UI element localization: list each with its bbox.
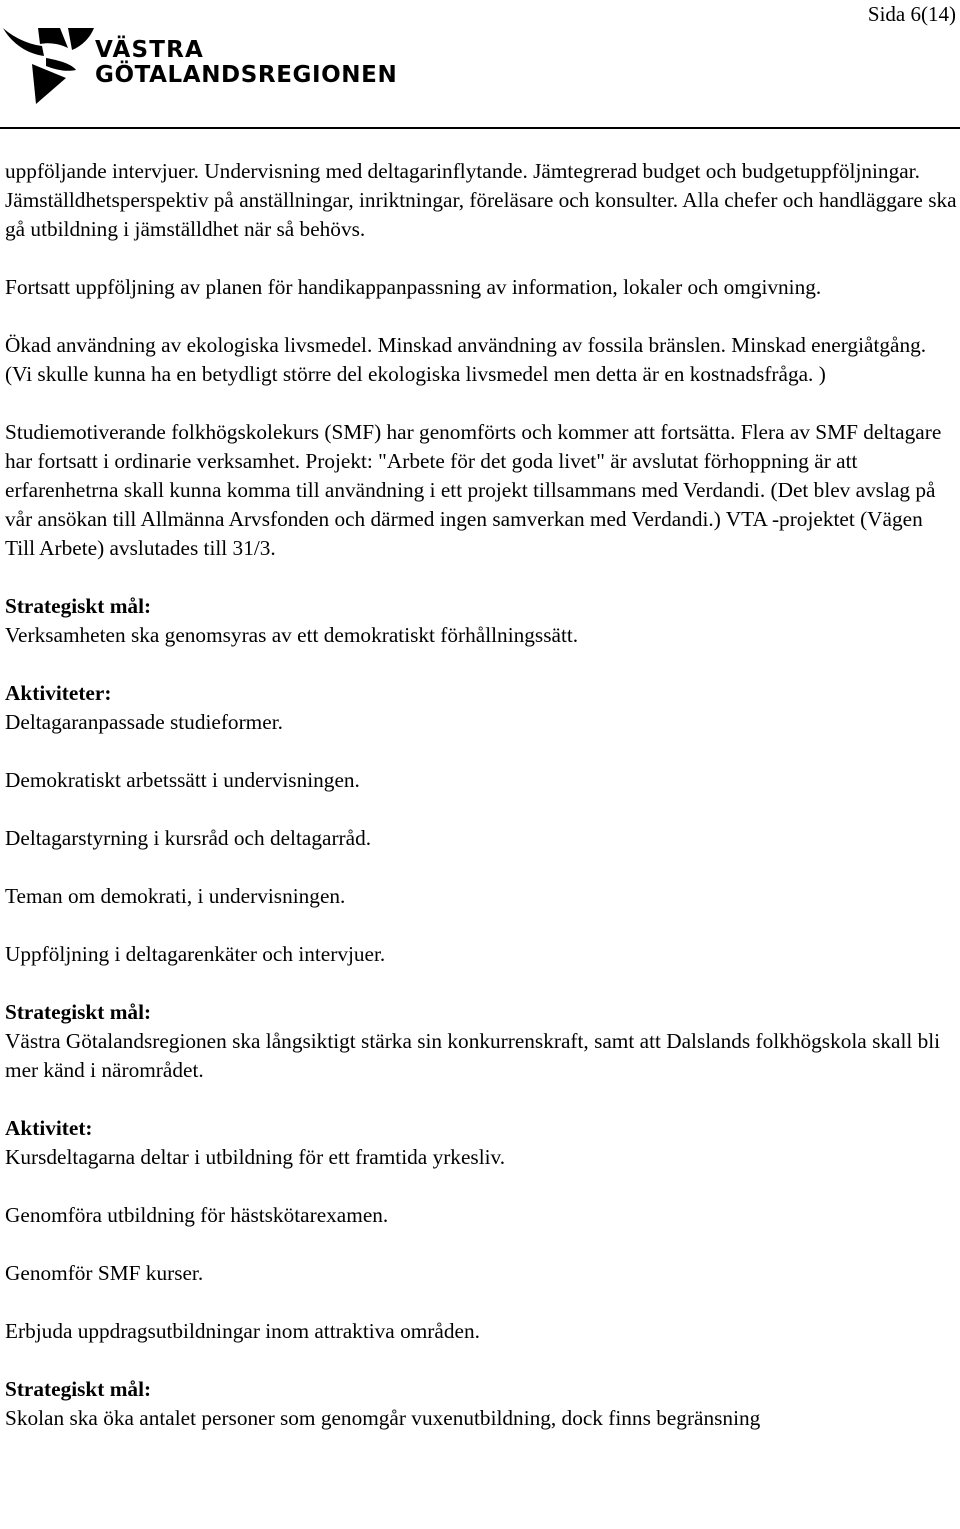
section-text: Verksamheten ska genomsyras av ett demokratiskt förhållningssätt. bbox=[5, 623, 579, 647]
vastra-gotalandsregionen-logo bbox=[2, 24, 398, 108]
paragraph: Ökad användning av ekologiska livsmedel. Minskad användning av fossila bränslen. Minskad energiåtgång. (Vi skulle kunna ha en betydligt större del ekologiska livsmedel men detta är en kostnadsfråga. ) bbox=[5, 333, 927, 386]
activity-item: Demokratiskt arbetssätt i undervisningen. bbox=[5, 768, 360, 792]
section-heading: Strategiskt mål: bbox=[5, 1377, 152, 1401]
section-heading: Strategiskt mål: bbox=[5, 594, 152, 618]
activity-item: Genomför SMF kurser. bbox=[5, 1261, 204, 1285]
activity-item: Kursdeltagarna deltar i utbildning för ett framtida yrkesliv. bbox=[5, 1145, 506, 1169]
paragraph: Studiemotiverande folkhögskolekurs (SMF) har genomförts och kommer att fortsätta. Flera av SMF deltagare har fortsatt i ordinarie verksamhet. Projekt: "Arbete för det goda livet" är avslutat förhoppning är att erfarenhetrna skall kunna komma till användning i ett projekt tillsammans med Verdandi. (Det blev avslag på vår ansökan till Allmänna Arvsfonden och därmed ingen samverkan med Verdandi.) VTA -projektet (Vägen Till Arbete) avslutades till 31/3. bbox=[5, 420, 942, 560]
page-number: Sida 6(14) bbox=[867, 2, 956, 26]
paragraph: uppföljande intervjuer. Undervisning med deltagarinflytande. Jämtegrerad budget och budgetuppföljningar. Jämställdhetsperspektiv på anställningar, inriktningar, föreläsare och konsulter. Alla chefer och handläggare ska gå utbildning i jämställdhet när så behövs. bbox=[5, 159, 957, 241]
section-heading: Aktiviteter: bbox=[5, 681, 112, 705]
paragraph: Fortsatt uppföljning av planen för handikappanpassning av information, lokaler och omgivning. bbox=[5, 275, 822, 299]
logo-text-line2: GÖTALANDSREGIONEN bbox=[95, 62, 398, 88]
section-heading: Aktivitet: bbox=[5, 1116, 93, 1140]
activity-item: Uppföljning i deltagarenkäter och intervjuer. bbox=[5, 942, 386, 966]
activity-item: Deltagaranpassade studieformer. bbox=[5, 710, 283, 734]
section-heading: Strategiskt mål: bbox=[5, 1000, 152, 1024]
logo-mark-icon bbox=[2, 24, 94, 108]
logo-text-line1: VÄSTRA bbox=[95, 37, 205, 63]
document-body bbox=[5, 157, 957, 1433]
activity-item: Genomföra utbildning för hästskötarexamen. bbox=[5, 1203, 389, 1227]
header-divider bbox=[0, 127, 960, 129]
section-text: Västra Götalandsregionen ska långsiktigt stärka sin konkurrenskraft, samt att Dalslands folkhögskola skall bli mer känd i närområdet. bbox=[5, 1029, 941, 1082]
activity-item: Erbjuda uppdragsutbildningar inom attraktiva områden. bbox=[5, 1319, 480, 1343]
activity-item: Teman om demokrati, i undervisningen. bbox=[5, 884, 346, 908]
activity-item: Deltagarstyrning i kursråd och deltagarråd. bbox=[5, 826, 372, 850]
section-text: Skolan ska öka antalet personer som genomgår vuxenutbildning, dock finns begränsning bbox=[5, 1406, 761, 1430]
